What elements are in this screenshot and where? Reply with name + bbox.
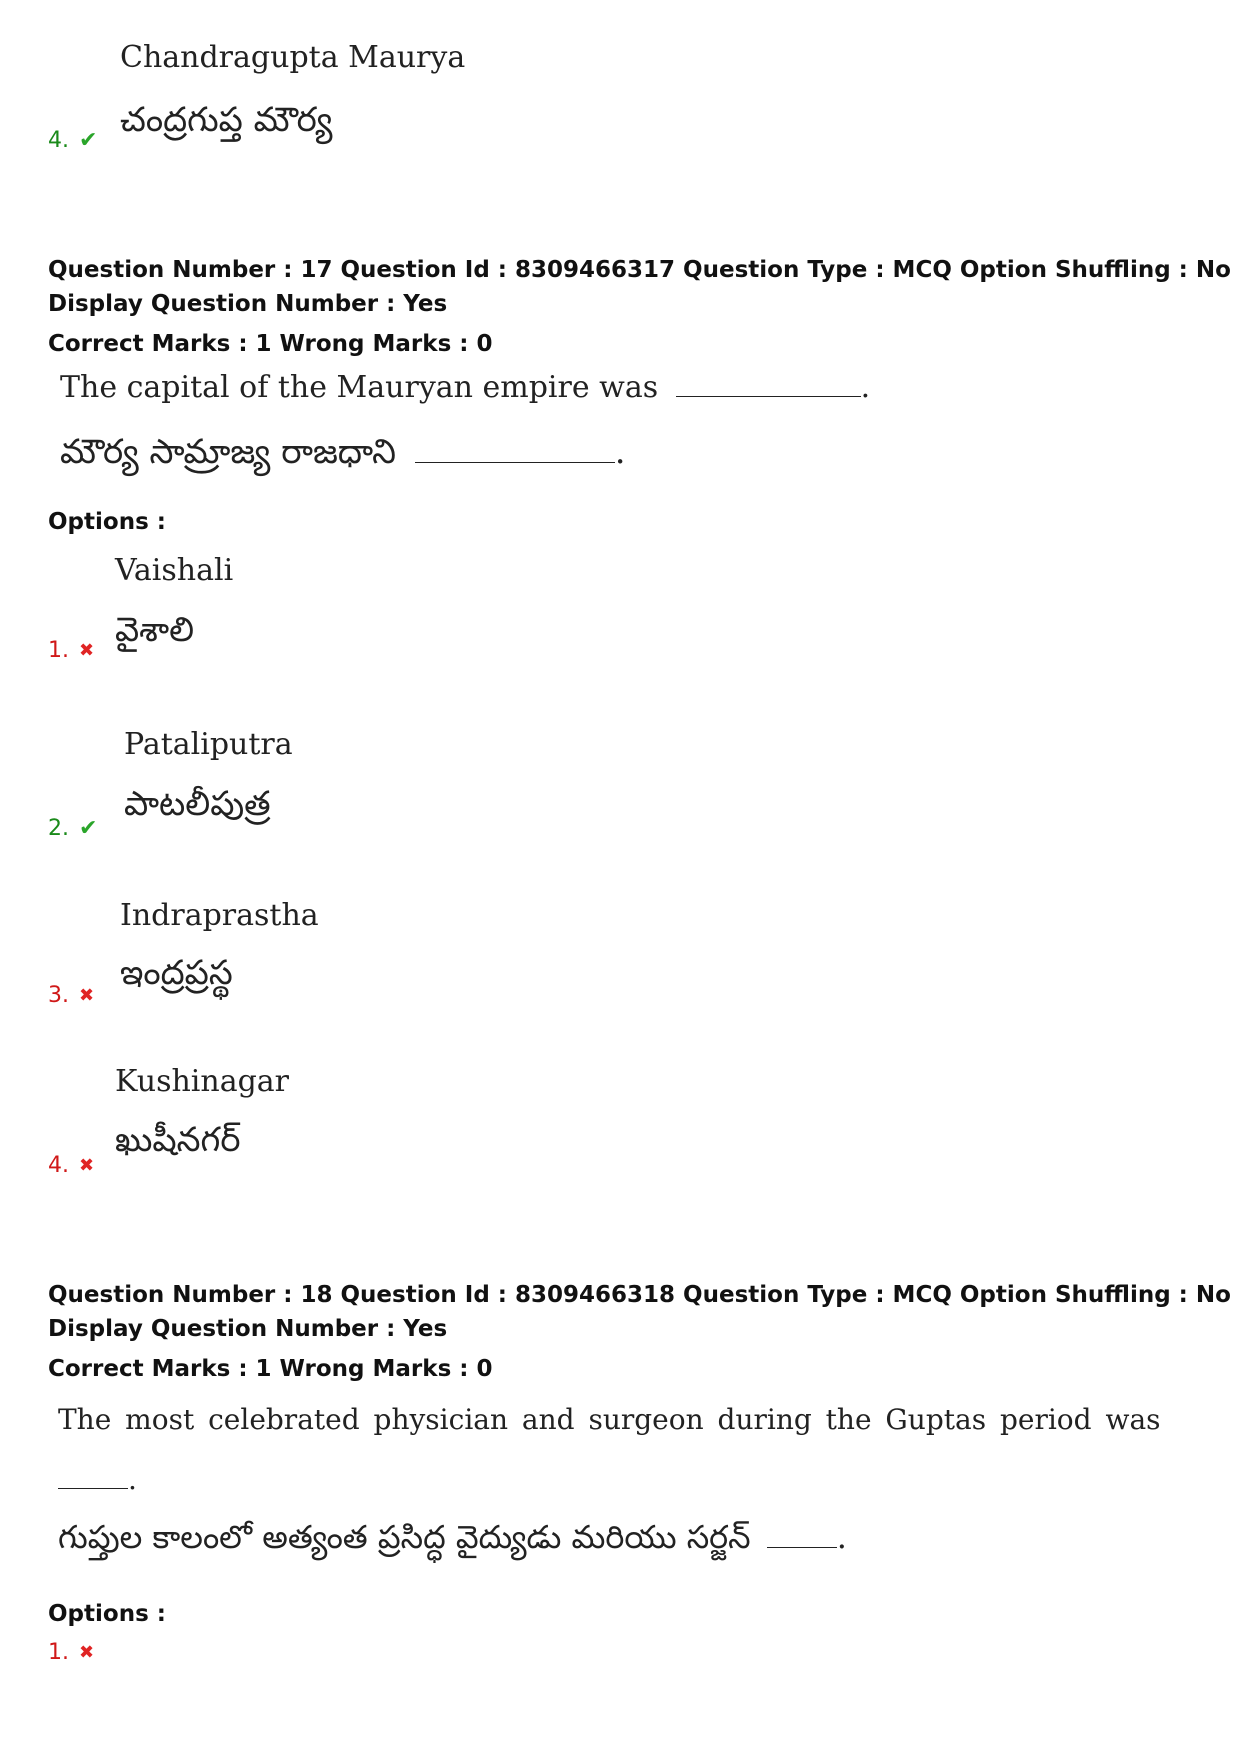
option-number: 1. <box>48 1640 69 1665</box>
q17-option4-english: Kushinagar <box>115 1064 290 1099</box>
q17-option4-telugu: ఖుషీనగర్ <box>115 1120 241 1160</box>
q17-header-line2: Display Question Number : Yes <box>48 291 448 317</box>
q17-option3-english: Indraprastha <box>120 898 319 933</box>
option-number: 1. <box>48 638 69 663</box>
cross-icon: ✖ <box>79 1641 95 1663</box>
q17-header-line1: Question Number : 17 Question Id : 8309466317 Question Type : MCQ Option Shuffling : No <box>48 257 1231 283</box>
q17-options-label: Options : <box>48 509 166 535</box>
option-number: 3. <box>48 983 69 1008</box>
check-icon: ✔ <box>79 815 98 841</box>
q18-header-line1: Question Number : 18 Question Id : 8309466318 Question Type : MCQ Option Shuffling : No <box>48 1282 1231 1308</box>
option-number: 4. <box>48 1153 69 1178</box>
q17-option3-telugu: ఇంద్రప్రస్థ <box>120 953 233 993</box>
q17-option1-telugu: వైశాలి <box>115 610 195 650</box>
q18-question-telugu <box>58 1518 847 1564</box>
answer-blank <box>767 1547 837 1548</box>
option-number: 4. <box>48 128 69 153</box>
question-end: . <box>614 432 626 472</box>
prev-option4-telugu: చంద్రగుప్త మౌర్య <box>120 100 333 140</box>
check-icon: ✔ <box>79 127 98 153</box>
answer-blank <box>676 396 861 397</box>
q18-question-english-blank <box>58 1463 137 1496</box>
answer-blank <box>415 462 615 463</box>
q17-option1-marker <box>48 638 94 663</box>
question-text: గుప్తుల కాలంలో అత్యంత ప్రసిద్ధ వైద్యుడు మరియు సర్జన్ <box>58 1518 751 1556</box>
cross-icon: ✖ <box>79 639 95 661</box>
question-text: The capital of the Mauryan empire was <box>60 370 659 405</box>
q18-header-line2: Display Question Number : Yes <box>48 1316 448 1342</box>
question-end: . <box>128 1463 137 1496</box>
q18-marks: Correct Marks : 1 Wrong Marks : 0 <box>48 1356 493 1382</box>
q17-option2-marker <box>48 816 97 841</box>
q17-option2-english: Pataliputra <box>124 727 293 762</box>
option-number: 2. <box>48 816 69 841</box>
q18-options-label: Options : <box>48 1601 166 1627</box>
cross-icon: ✖ <box>79 1154 95 1176</box>
question-text: మౌర్య సామ్రాజ్య రాజధాని <box>60 432 396 472</box>
q17-option2-telugu: పాటలీపుత్ర <box>124 784 271 824</box>
question-end: . <box>836 1518 847 1556</box>
q17-option1-english: Vaishali <box>115 553 234 588</box>
q17-marks: Correct Marks : 1 Wrong Marks : 0 <box>48 331 493 357</box>
q17-question-telugu <box>60 432 626 480</box>
q18-question-english: The most celebrated physician and surgeon during the Guptas period was <box>58 1403 1161 1436</box>
question-end: . <box>860 370 871 405</box>
cross-icon: ✖ <box>79 984 95 1006</box>
prev-option4-english: Chandragupta Maurya <box>120 40 466 75</box>
prev-option4-marker <box>48 128 97 153</box>
q17-option3-marker <box>48 983 94 1008</box>
q18-option1-marker <box>48 1640 94 1665</box>
answer-blank <box>58 1488 128 1489</box>
q17-question-english <box>60 370 870 405</box>
q17-option4-marker <box>48 1153 94 1178</box>
